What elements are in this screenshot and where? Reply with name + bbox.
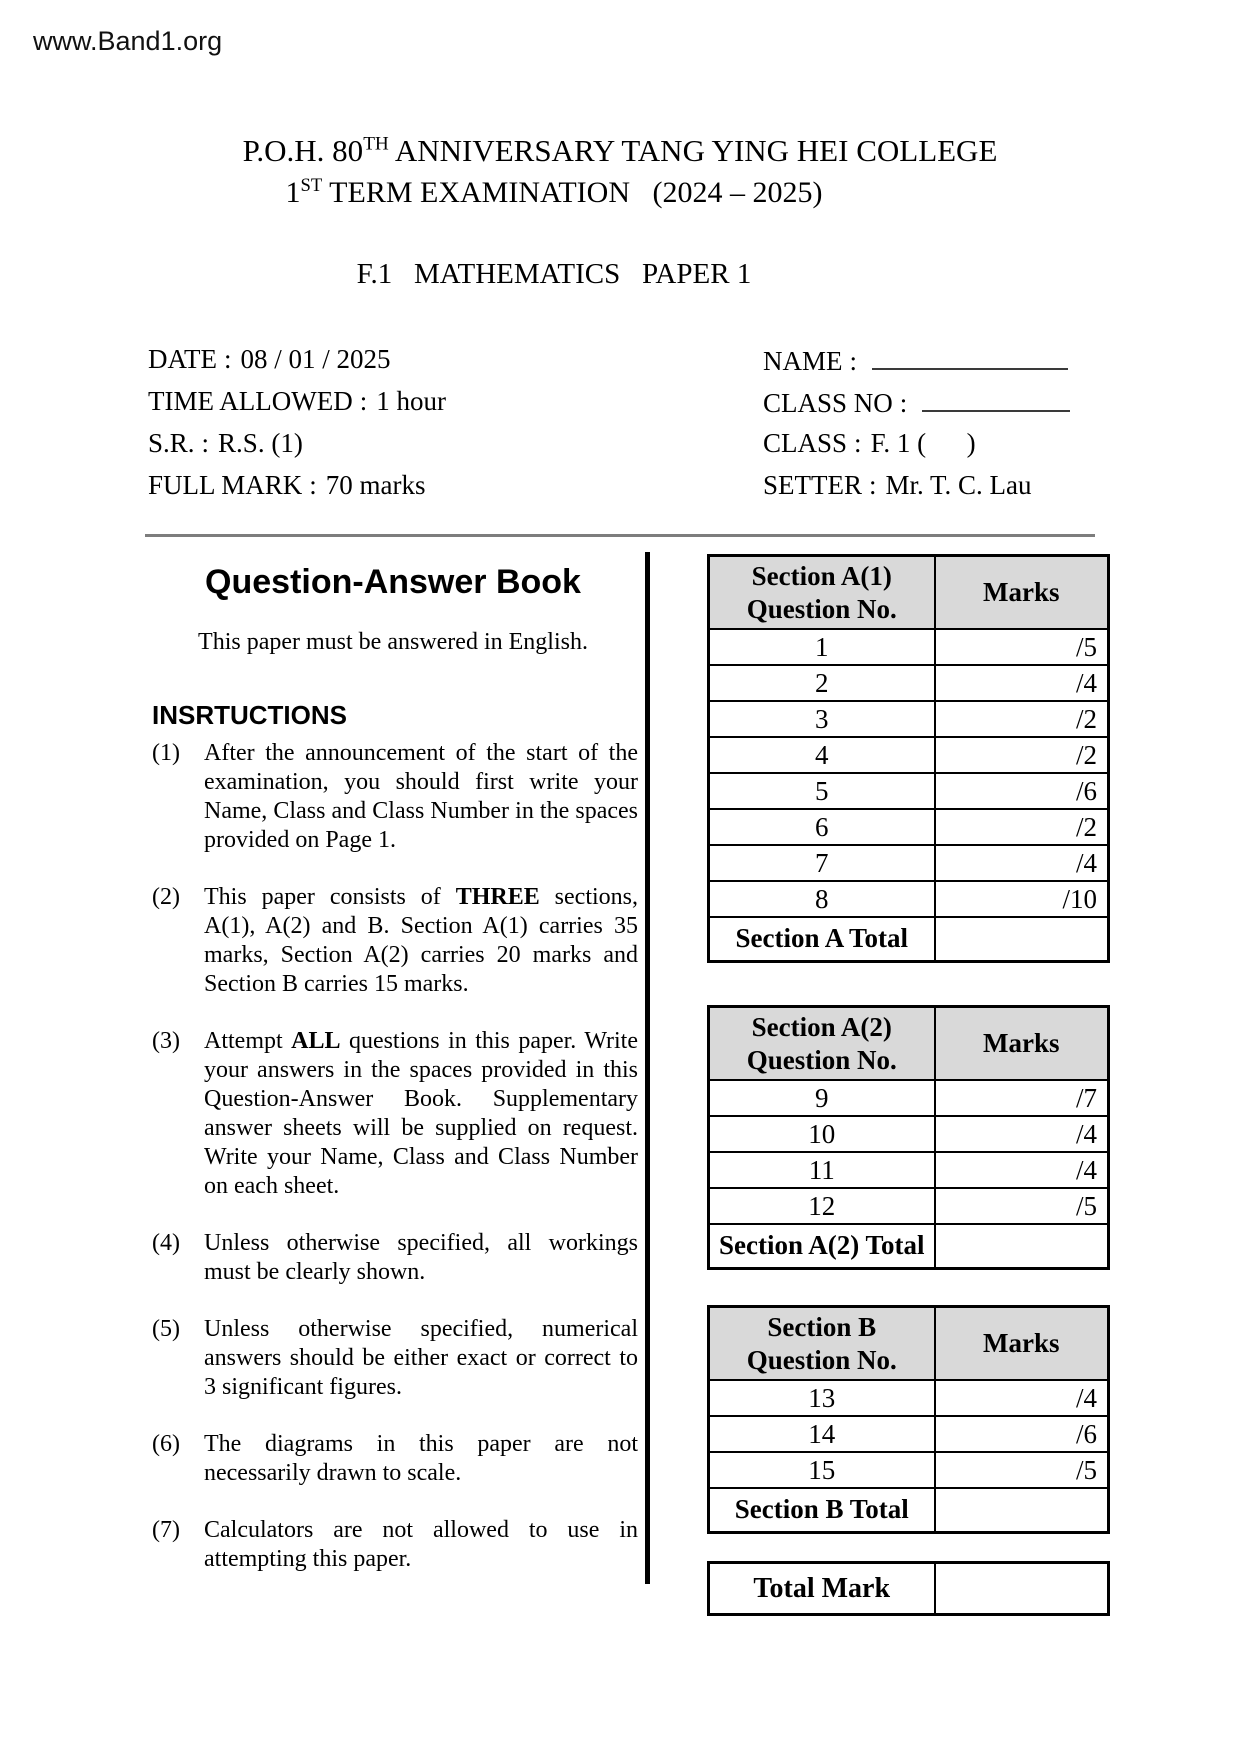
question-no-cell: 1 <box>709 629 935 665</box>
section-total-row <box>709 1224 1109 1268</box>
table-row <box>709 773 1109 809</box>
full-mark-value: 70 marks <box>325 470 426 500</box>
colon: : <box>849 346 858 376</box>
section-a2-total-label: Section A(2) Total <box>709 1224 935 1268</box>
instructions-list <box>148 739 638 1574</box>
question-no-cell: 2 <box>709 665 935 701</box>
class-no-row <box>763 380 1070 422</box>
table-row <box>709 1116 1109 1152</box>
table-row <box>709 1416 1109 1452</box>
colon: : <box>201 428 210 458</box>
marks-header-cell: Marks <box>935 556 1109 630</box>
section-total-row <box>709 917 1109 961</box>
instruction-text: This paper consists of THREE sections, A(1), A(2) and B. Section A(1) carries 35 marks, Section A(2) carries 20 marks and Section B carries 15 marks. <box>204 884 638 997</box>
colon: : <box>899 388 908 418</box>
class-no-label: CLASS NO <box>763 388 893 418</box>
question-no-cell: 11 <box>709 1152 935 1188</box>
section-a-total-value <box>935 917 1109 961</box>
instruction-item <box>148 739 638 855</box>
class-label: CLASS <box>763 428 848 458</box>
exam-title <box>145 172 963 214</box>
ordinal-superscript: TH <box>363 133 389 155</box>
school-title-text: P.O.H. 80 <box>242 133 364 168</box>
colon: : <box>854 428 862 458</box>
class-value: F. 1 ( ) <box>870 428 976 458</box>
total-mark-value <box>935 1563 1109 1615</box>
total-mark-label: Total Mark <box>709 1563 935 1615</box>
instructions-heading: INSRTUCTIONS <box>152 700 347 730</box>
question-no-cell: 3 <box>709 701 935 737</box>
section-b-total-label: Section B Total <box>709 1488 935 1532</box>
class-row <box>763 422 1070 464</box>
section-b-header-cell <box>709 1307 935 1381</box>
setter-value: Mr. T. C. Lau <box>885 470 1032 500</box>
marks-cell: /5 <box>935 1452 1109 1488</box>
question-no-cell: 12 <box>709 1188 935 1224</box>
setter-row <box>763 464 1070 506</box>
instruction-item <box>148 1430 638 1488</box>
question-no-cell: 6 <box>709 809 935 845</box>
question-no-label: Question No. <box>746 1344 897 1375</box>
instruction-item <box>148 1516 638 1574</box>
instruction-item <box>148 1027 638 1201</box>
subject-title: F.1 MATHEMATICS PAPER 1 <box>356 258 752 290</box>
sr-row <box>148 422 446 464</box>
total-mark-table <box>707 1561 1110 1616</box>
marks-cell: /4 <box>935 1152 1109 1188</box>
question-answer-book-heading: Question-Answer Book <box>205 563 581 601</box>
time-allowed-label: TIME ALLOWED <box>148 386 353 416</box>
question-answer-book-column <box>148 552 638 1602</box>
question-no-cell: 14 <box>709 1416 935 1452</box>
question-no-cell: 9 <box>709 1080 935 1116</box>
table-row <box>709 1452 1109 1488</box>
section-total-row <box>709 1488 1109 1532</box>
instruction-number: (1) <box>152 740 180 766</box>
school-title-text: ANNIVERSARY TANG YING HEI COLLEGE <box>388 133 998 168</box>
instruction-number: (6) <box>152 1431 180 1457</box>
question-no-cell: 10 <box>709 1116 935 1152</box>
instruction-text: After the announcement of the start of the examination, you should first write your Name, Class and Class Number in the spaces provided on Page 1. <box>204 740 638 853</box>
colon: : <box>309 470 317 500</box>
instruction-text: Attempt ALL questions in this paper. Write your answers in the spaces provided in this Question-Answer Book. Supplementary answer sheets will be supplied on request. Write your Name, Class and Class Number on each sheet. <box>204 1028 638 1199</box>
exam-title-text: 1 <box>285 176 301 209</box>
section-a1-title: Section A(1) <box>751 560 892 591</box>
vertical-divider <box>645 552 650 1584</box>
exam-info-right <box>763 338 1070 506</box>
instruction-item <box>148 883 638 999</box>
section-a2-header-cell <box>709 1007 935 1081</box>
instruction-number: (7) <box>152 1517 180 1543</box>
name-row <box>763 338 1070 380</box>
setter-label: SETTER <box>763 470 862 500</box>
name-blank-field <box>872 338 1068 370</box>
marks-cell: /5 <box>935 1188 1109 1224</box>
title-block <box>145 130 1095 290</box>
marks-cell: /2 <box>935 737 1109 773</box>
marks-cell: /4 <box>935 845 1109 881</box>
marks-cell: /4 <box>935 1380 1109 1416</box>
instruction-text: Calculators are not allowed to use in attempting this paper. <box>204 1517 638 1572</box>
marks-cell: /6 <box>935 1416 1109 1452</box>
site-watermark: www.Band1.org <box>33 26 223 56</box>
sr-value: R.S. (1) <box>218 428 303 458</box>
section-a1-header-cell <box>709 556 935 630</box>
question-no-cell: 15 <box>709 1452 935 1488</box>
question-no-cell: 5 <box>709 773 935 809</box>
marks-cell: /4 <box>935 1116 1109 1152</box>
marks-cell: /2 <box>935 701 1109 737</box>
marks-header-cell: Marks <box>935 1007 1109 1081</box>
question-no-label: Question No. <box>746 593 897 624</box>
table-row <box>709 737 1109 773</box>
instruction-number: (4) <box>152 1230 180 1256</box>
marks-cell: /6 <box>935 773 1109 809</box>
full-mark-label: FULL MARK <box>148 470 303 500</box>
section-b-marks-table <box>707 1305 1110 1534</box>
section-a2-total-value <box>935 1224 1109 1268</box>
english-notice: This paper must be answered in English. <box>198 629 588 655</box>
table-row <box>709 881 1109 917</box>
instruction-number: (3) <box>152 1028 180 1054</box>
section-b-title: Section B <box>767 1311 877 1342</box>
date-value: 08 / 01 / 2025 <box>240 344 391 374</box>
table-row <box>709 1188 1109 1224</box>
question-no-cell: 4 <box>709 737 935 773</box>
section-a2-title: Section A(2) <box>751 1011 892 1042</box>
time-allowed-row <box>148 380 446 422</box>
instruction-text: Unless otherwise specified, numerical answers should be either exact or correct to 3 significant figures. <box>204 1316 638 1400</box>
class-no-blank-field <box>922 380 1070 412</box>
exam-info-left <box>148 338 446 506</box>
instruction-item <box>148 1315 638 1402</box>
instruction-item <box>148 1229 638 1287</box>
marks-cell: /5 <box>935 629 1109 665</box>
colon: : <box>224 344 232 374</box>
exam-title-text: TERM EXAMINATION (2024 – 2025) <box>322 176 823 209</box>
question-no-cell: 13 <box>709 1380 935 1416</box>
table-row <box>709 809 1109 845</box>
marks-cell: /4 <box>935 665 1109 701</box>
section-a2-marks-table <box>707 1005 1110 1270</box>
question-no-cell: 8 <box>709 881 935 917</box>
instruction-number: (5) <box>152 1316 180 1342</box>
ordinal-superscript: ST <box>300 175 323 196</box>
table-row <box>709 845 1109 881</box>
colon: : <box>869 470 877 500</box>
school-title <box>145 130 1095 172</box>
section-a1-marks-table <box>707 554 1110 963</box>
time-allowed-value: 1 hour <box>376 386 446 416</box>
section-b-total-value <box>935 1488 1109 1532</box>
sr-label: S.R. <box>148 428 195 458</box>
date-label: DATE <box>148 344 217 374</box>
instruction-text: The diagrams in this paper are not necessarily drawn to scale. <box>204 1431 638 1486</box>
full-mark-row <box>148 464 446 506</box>
table-row <box>709 629 1109 665</box>
marks-header-cell: Marks <box>935 1307 1109 1381</box>
marks-cell: /10 <box>935 881 1109 917</box>
name-label: NAME <box>763 346 843 376</box>
question-no-cell: 7 <box>709 845 935 881</box>
table-row <box>709 1080 1109 1116</box>
table-row <box>709 1152 1109 1188</box>
instruction-text: Unless otherwise specified, all workings must be clearly shown. <box>204 1230 638 1285</box>
date-row <box>148 338 446 380</box>
table-row <box>709 701 1109 737</box>
colon: : <box>359 386 368 416</box>
table-row <box>709 665 1109 701</box>
question-no-label: Question No. <box>746 1044 897 1075</box>
total-mark-row <box>709 1563 1109 1615</box>
marks-cell: /2 <box>935 809 1109 845</box>
section-a-total-label: Section A Total <box>709 917 935 961</box>
table-row <box>709 1380 1109 1416</box>
instruction-number: (2) <box>152 884 180 910</box>
marks-cell: /7 <box>935 1080 1109 1116</box>
horizontal-rule <box>145 534 1095 537</box>
